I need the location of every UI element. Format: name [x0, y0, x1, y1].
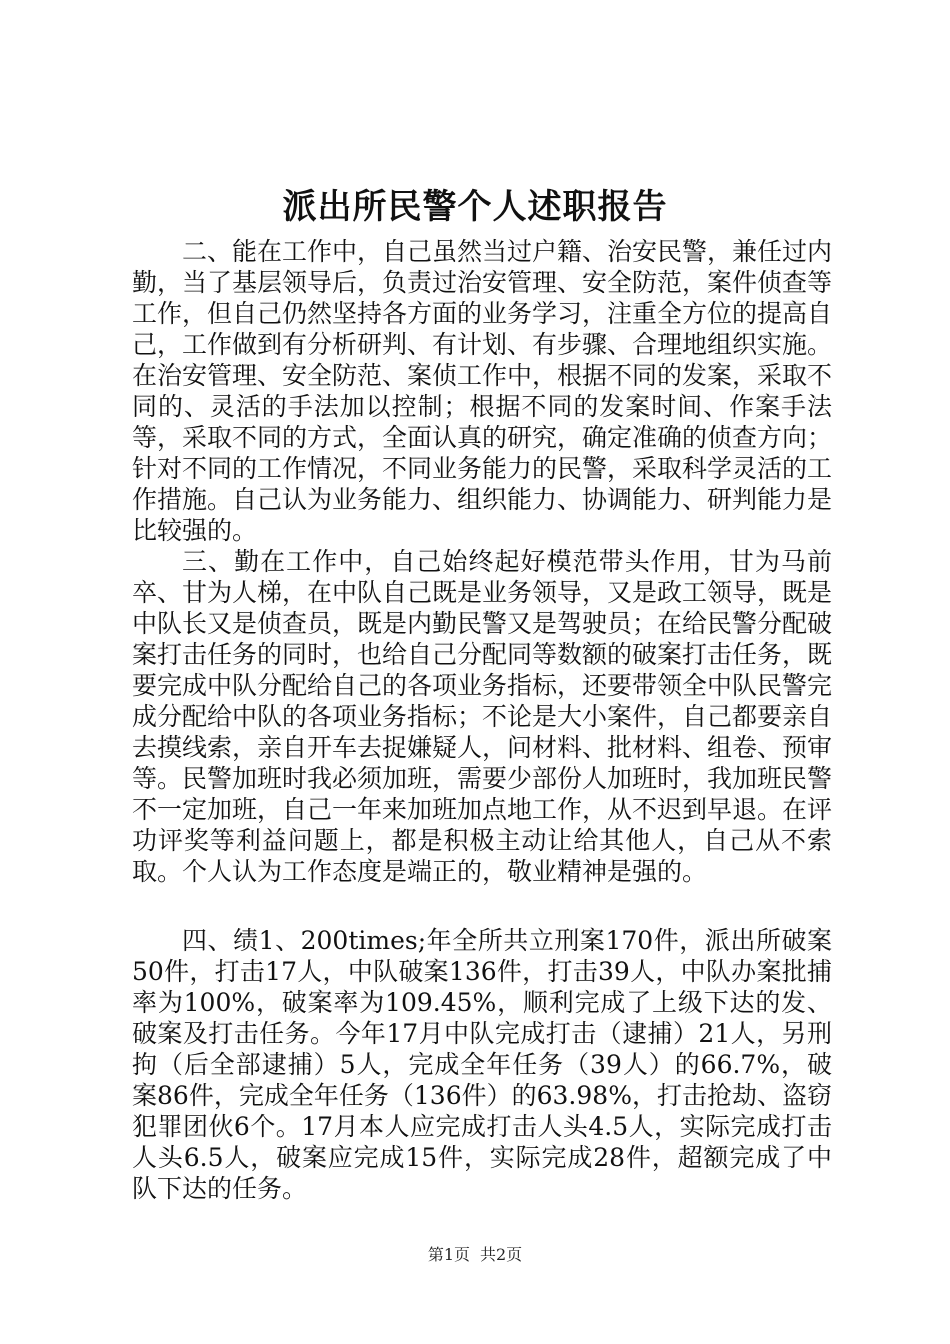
page-total: 共2页 — [480, 1245, 523, 1264]
page-number: 第1页 — [427, 1245, 470, 1264]
document-title: 派出所民警个人述职报告 — [282, 187, 668, 227]
paragraph-diligence: 三、勤在工作中，自己始终起好模范带头作用，甘为马前卒、甘为人梯，在中队自己既是业务领导，又是政工领导，既是中队长又是侦查员，既是内勤民警又是驾驶员；在给民警分配破案打击任务的同时，也给自己分配同等数额的破案打击任务，既要完成中队分配给自己的各项业务指标，还要带领全中队民警完成分配给中队的各项业务指标；不论是大小案件，自己都要亲自去摸线索，亲自开车去捉嫌疑人，问材料、批材料、组卷、预审等。民警加班时我必须加班，需要少部份人加班时，我加班民警不一定加班，自己一年来加班加点地工作，从不迟到早退。在评功评奖等利益问题上，都是积极主动让给其他人，自己从不索取。个人认为工作态度是端正的，敬业精神是强的。 — [132, 547, 833, 886]
document-body — [132, 236, 832, 1204]
paragraph-ability: 二、能在工作中，自己虽然当过户籍、治安民警，兼任过内勤，当了基层领导后，负责过治安管理、安全防范，案件侦查等工作，但自己仍然坚持各方面的业务学习，注重全方位的提高自己，工作做到有分析研判、有计划、有步骤、合理地组织实施。在治安管理、安全防范、案侦工作中，根据不同的发案，采取不同的、灵活的手法加以控制；根据不同的发案时间、作案手法等，采取不同的方式，全面认真的研究，确定准确的侦查方向；针对不同的工作情况，不同业务能力的民警，采取科学灵活的工作措施。自己认为业务能力、组织能力、协调能力、研判能力是比较强的。 — [132, 237, 833, 545]
paragraph-achievements: 四、绩1、200times;年全所共立刑案170件，派出所破案50件，打击17人，中队破案136件，打击39人，中队办案批捕率为100%，破案率为109.45%，顺利完成了上级下达的发、破案及打击任务。今年17月中队完成打击（逮捕）21人，另刑拘（后全部逮捕）5人，完成全年任务（39人）的66.7%，破案86件，完成全年任务（136件）的63.98%，打击抢劫、盗窃犯罪团伙6个。17月本人应完成打击人头4.5人，实际完成打击人头6.5人，破案应完成15件，实际完成28件，超额完成了中队下达的任务。 — [132, 926, 832, 1203]
page-footer — [0, 1243, 950, 1267]
